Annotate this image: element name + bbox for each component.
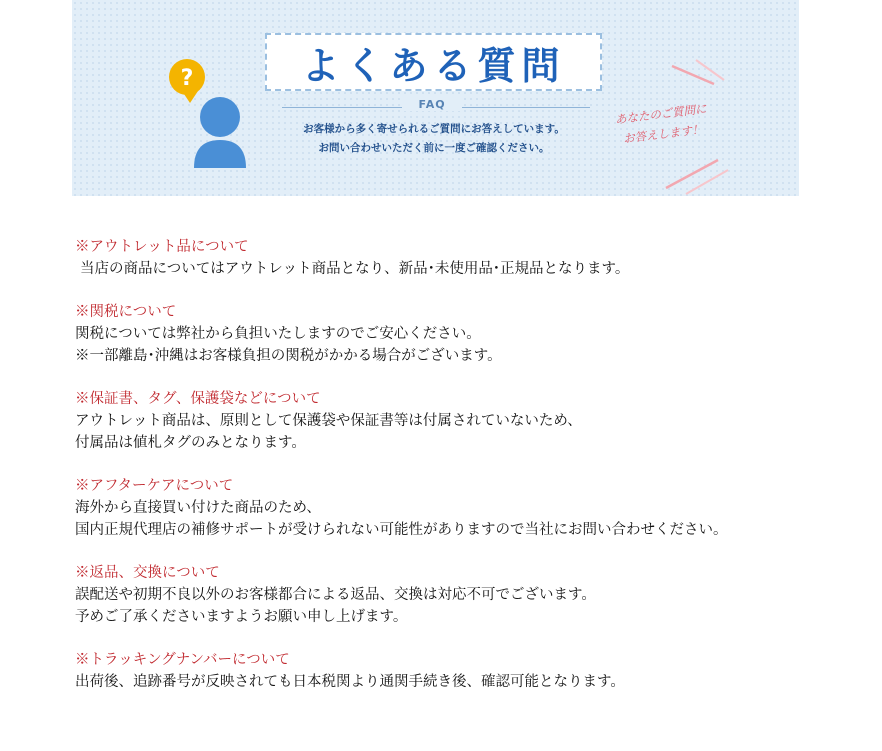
faq-item-returns [75, 562, 875, 628]
banner-note-line: お答えします！ [622, 122, 705, 146]
faq-heading: ※保証書、タグ、保護袋などについて [75, 391, 321, 407]
faq-answer-line: 関税については弊社から負担いたしますのでご安心ください。 [75, 326, 481, 342]
faq-heading: ※アウトレット品について [75, 239, 249, 255]
banner-subtitle-line: お問い合わせいただく前に一度ご確認ください。 [318, 142, 550, 154]
faq-answer-line: 予めご了承くださいますようお願い申し上げます。 [75, 609, 408, 625]
banner-subtitle [267, 120, 601, 158]
banner-title-box [265, 33, 602, 91]
faq-list [75, 236, 875, 714]
banner-note-line: あなたのご質問に [614, 101, 708, 127]
faq-item-customs [75, 301, 875, 367]
faq-heading: ※関税について [75, 304, 177, 320]
faq-item-warranty [75, 388, 875, 454]
faq-answer-line: 当店の商品についてはアウトレット商品となり、新品･未使用品･正規品となります。 [80, 261, 630, 277]
faq-heading: ※トラッキングナンバーについて [75, 652, 290, 668]
faq-answer-line: アウトレット商品は、原則として保護袋や保証書等は付属されていないため、 [75, 413, 582, 429]
faq-answer-line: 海外から直接買い付けた商品のため、 [75, 500, 321, 516]
faq-banner [72, 0, 799, 196]
faq-answer-line: ※一部離島･沖縄はお客様負担の関税がかかる場合がございます。 [75, 348, 502, 364]
faq-answer-line: 国内正規代理店の補修サポートが受けられない可能性がありますので当社にお問い合わせください。 [75, 522, 728, 538]
faq-answer-line: 付属品は値札タグのみとなります。 [75, 435, 306, 451]
faq-item-aftercare [75, 475, 875, 541]
question-mark: ? [180, 66, 194, 91]
faq-answer-line: 誤配送や初期不良以外のお客様都合による返品、交換は対応不可でございます。 [75, 587, 596, 603]
person-question-icon [152, 55, 252, 175]
faq-heading: ※アフターケアについて [75, 478, 234, 494]
faq-answer-line: 出荷後、追跡番号が反映されても日本税関より通関手続き後、確認可能となります。 [75, 674, 625, 690]
faq-item-outlet [75, 236, 875, 280]
faq-item-tracking [75, 649, 875, 693]
banner-subtitle-line: お客様から多く寄せられるご質問にお答えしています。 [303, 123, 565, 135]
faq-label: FAQ [402, 98, 462, 111]
faq-heading: ※返品、交換について [75, 565, 220, 581]
page-title: よくある質問 [301, 43, 566, 88]
